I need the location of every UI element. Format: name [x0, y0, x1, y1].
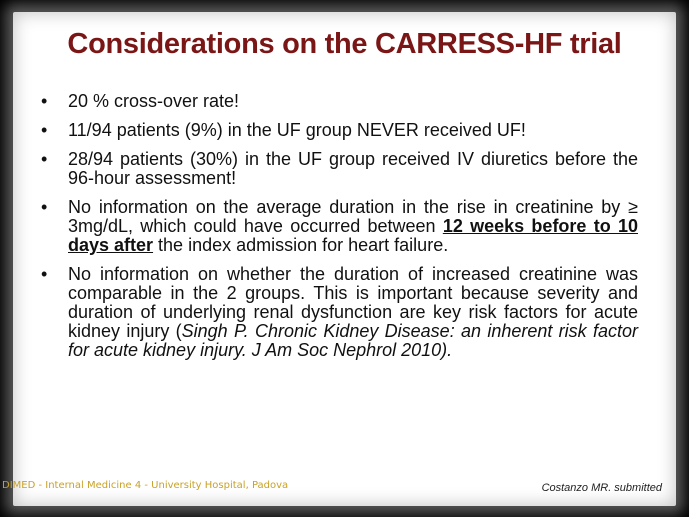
bullet-list — [40, 92, 638, 370]
bullet-item — [40, 265, 638, 360]
bullet-text-pre: No information on whether the duration of increased creatinine was comparable in the 2 groups. This is important because severity and duration of underlying renal dysfunction are key risk factors for acute kidney injury ( — [68, 264, 638, 341]
source-note: Costanzo MR. submitted — [541, 482, 662, 494]
bullet-dot-icon: • — [41, 120, 48, 140]
bullet-dot-icon: • — [41, 91, 48, 111]
bullet-item — [40, 92, 638, 111]
slide-panel — [13, 12, 676, 506]
bullet-text: 28/94 patients (30%) in the UF group received IV diuretics before the 96-hour assessment! — [68, 149, 638, 188]
bullet-item — [40, 150, 638, 188]
bullet-dot-icon: • — [41, 264, 48, 284]
institution-footer: DIMED - Internal Medicine 4 - University Hospital, Padova — [2, 480, 289, 491]
bullet-dot-icon: • — [41, 197, 48, 217]
bullet-item — [40, 121, 638, 140]
slide-title: Considerations on the CARRESS-HF trial — [67, 28, 622, 60]
bullet-highlight: 12 weeks before to 10 days after — [68, 216, 638, 255]
bullet-text-pre: No information on the average duration in the rise in creatinine by ≥ 3mg/dL, which could have occurred between — [68, 197, 638, 236]
bullet-text: 11/94 patients (9%) in the UF group NEVER received UF! — [68, 120, 526, 140]
bullet-text: 20 % cross-over rate! — [68, 91, 240, 111]
bullet-citation: Singh P. Chronic Kidney Disease: an inherent risk factor for acute kidney injury. J Am Soc Nephrol 2010). — [68, 321, 638, 360]
bullet-item — [40, 198, 638, 255]
bullet-dot-icon: • — [41, 149, 48, 169]
bullet-text-post: the index admission for heart failure. — [153, 235, 449, 255]
